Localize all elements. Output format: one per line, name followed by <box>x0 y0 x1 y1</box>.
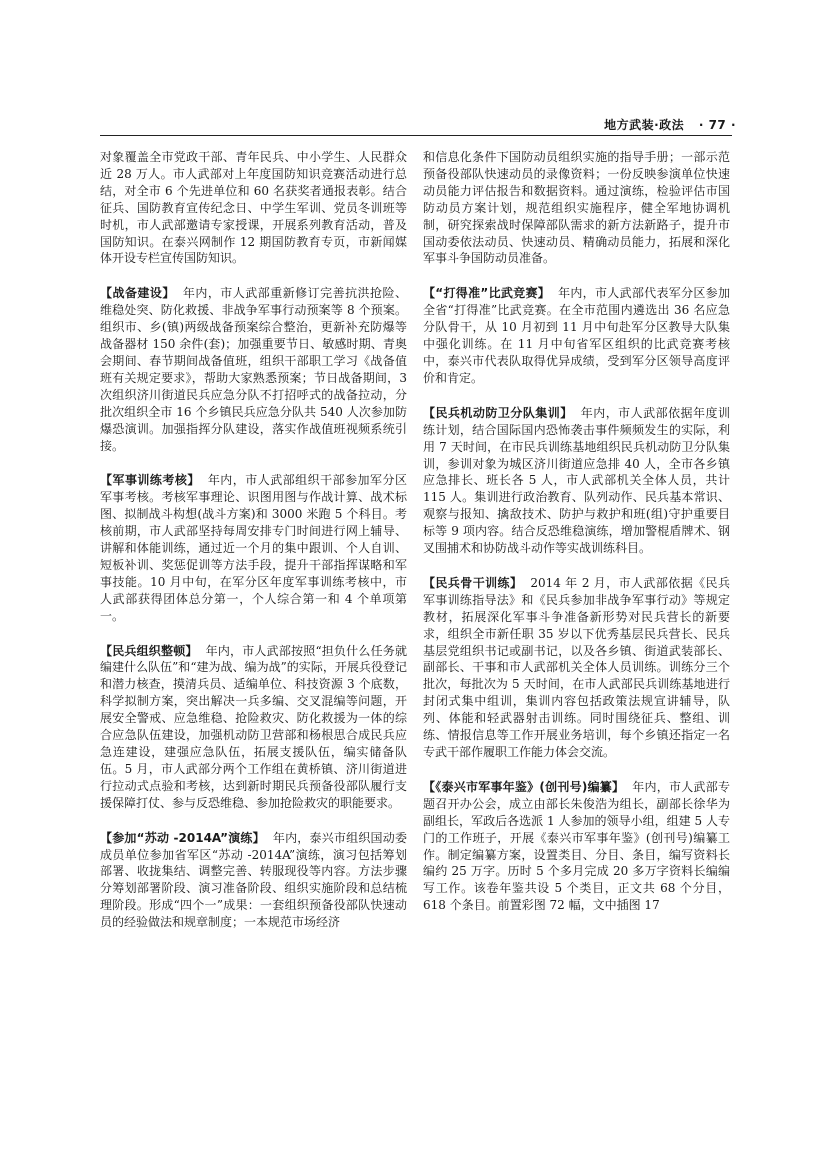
paragraph-body: 年内，市人武部依据年度训练计划，结合国际国内恐怖袭击事件频频发生的实际，利用 7 天时间，在市民兵训练基地组织民兵机动防卫分队集训，参训对象为城区济川街道应急排 40 人，全市各乡镇应急排长、班长各 5 人，市人武部机关全体人员，共计 115 人。集训进行政治教育、队列动作、民兵基本常识、观察与报知、擒敌技术、防护与救护和班(组)守护重要目标等 9 项内容。结合反恐维稳演练，增加警棍盾牌术、钢叉围捕术和协防战斗动作等实战训练科目。 <box>423 405 730 556</box>
paragraph-body: 年内，市人武部代表军分区参加全省“打得准”比武竞赛。在全市范围内遴选出 36 名应急分队骨干，从 10 月初到 11 月中旬赴军分区教导大队集中强化训练。在 11 月中旬省军区组织的比武竞赛考核中，泰兴市代表队取得优异成绩，受到军分区领导高度评价和肯定。 <box>423 286 730 385</box>
paragraph-body: 2014 年 2 月，市人武部依据《民兵军事训练指导法》和《民兵参加非战争军事行动》等规定教材，拓展深化军事斗争准备新形势对民兵营长的新要求，组织全市新任职 35 岁以下优秀基层民兵营长、民兵基层党组织书记或副书记，以及各乡镇、街道武装部长、副部长、干事和市人武部机关全体人员训练。训练分三个批次，每批次为 5 天时间，在市人武部民兵训练基地进行封闭式集中组训，集训内容包括政策法规宣讲辅导，队列、体能和轻武器射击训练。同时围绕征兵、整组、训练、情报信息等工作开展业务培训，每个乡镇还指定一名专武干部作履职工作能力体会交流。 <box>423 575 730 759</box>
running-header <box>0 113 826 137</box>
paragraph-body: 年内，市人武部重新修订完善抗洪抢险、维稳处突、防化救援、非战争军事行动预案等 8 个预案。组织市、乡(镇)两级战备预案综合整治，更新补充防爆等战备器材 150 余件(套)；加强重要节日、敏感时期、青奥会期间、春节期间战备值班，组织干部职工学习《战备值班有关规定要求》，帮助大家熟悉预案；节日战备期间，3 次组织济川街道民兵应急分队不打招呼式的战备拉动，分批次组织全市 16 个乡镇民兵应急分队共 540 人次参加防爆恐演训。加强指挥分队建设，落实作战值班视频系统引接。 <box>100 286 407 453</box>
section-heading: 【“打得准”比武竞赛】 <box>423 286 551 301</box>
section-heading: 【军事训练考核】 <box>100 473 200 488</box>
section-heading: 【民兵组织整顿】 <box>100 643 198 658</box>
article-paragraph <box>100 830 407 931</box>
left-column <box>100 149 407 1149</box>
article-paragraph <box>100 285 407 454</box>
paragraph-body: 年内，市人武部专题召开办公会，成立由部长朱俊浩为组长，副部长徐华为副组长，军政后各选派 1 人参加的领导小组，组建 5 人专门的工作班子，开展《泰兴市军事年鉴》(创刊号)编纂工作。制定编纂方案，设置类目、分目、条目，编写资料长编约 25 万字。历时 5 个多月完成 20 多万字资料长编编写工作。该卷年鉴共设 5 个类目，正文共 68 个分目，618 个条目。前置彩图 72 幅，文中插图 17 <box>423 779 730 913</box>
page-number: · 77 · <box>698 118 736 132</box>
header-text <box>604 116 736 133</box>
section-heading: 【战备建设】 <box>100 286 175 301</box>
article-paragraph <box>423 575 730 761</box>
paragraph-body: 年内，市人武部组织干部参加军分区军事考核。考核军事理论、识图用图与作战计算、战术标图、拟制战斗构想(战斗方案)和 3000 米跑 5 个科目。考核前期，市人武部坚持每周安排专门时间进行网上辅导、讲解和体能训练，通过近一个月的集中跟训、个人自训、短板补训、奖惩促训等方法手段，提升干部指挥谋略和军事技能。10 月中旬，在军分区年度军事训练考核中，市人武部获得团体总分第一，个人综合第一和 4 个单项第一。 <box>100 473 407 623</box>
right-column <box>423 149 730 1149</box>
article-paragraph <box>423 149 730 267</box>
section-heading: 【民兵机动防卫分队集训】 <box>423 405 573 420</box>
section-heading: 【《泰兴市军事年鉴》(创刊号)编纂】 <box>423 779 625 794</box>
article-paragraph <box>100 472 407 624</box>
article-paragraph <box>423 405 730 557</box>
section-heading: 【参加“苏动 -2014A”演练】 <box>100 830 265 845</box>
paragraph-body: 对象覆盖全市党政干部、青年民兵、中小学生、人民群众近 28 万人。市人武部对上年度国防知识竞赛活动进行总结，对全市 6 个先进单位和 60 名获奖者通报表彰。结合征兵、国防教育宣传纪念日、中学生军训、党员冬训班等时机，市人武部邀请专家授课，开展系列教育活动，普及国防知识。在泰兴网制作 12 期国防教育专页，市新闻媒体开设专栏宣传国防知识。 <box>100 150 407 266</box>
header-rule <box>100 135 732 136</box>
paragraph-body: 和信息化条件下国防动员组织实施的指导手册；一部示范预备役部队快速动员的录像资料；一份反映参演单位快速动员能力评估报告和数据资料。通过演练，检验评估市国防动员方案计划，规范组织实施程序，健全军地协调机制，研究探索战时保障部队需求的新方法新路子，提升市国动委依法动员、快速动员、精确动员能力，拓展和深化军事斗争国防动员准备。 <box>423 150 730 266</box>
article-paragraph <box>423 285 730 386</box>
paragraph-body: 年内，市人武部按照“担负什么任务就编建什么队伍”和“建为战、编为战”的实际，开展兵役登记和潜力核查，摸清兵员、适编单位、科技资源 3 个底数，科学拟制方案，突出解决一兵多编、交叉混编等问题，开展安全警戒、应急维稳、抢险救灾、防化救援为一体的综合应急队伍建设，加强机动防卫营部和杨根思合成民兵应急连建设，建强应急队伍，拓展支援队伍，编实储备队伍。5 月，市人武部分两个工作组在黄桥镇、济川街道进行拉动式点验和考核，达到新时期民兵预备役部队履行支援保障打仗、参与反恐维稳、参加抢险救灾的职能要求。 <box>100 643 407 810</box>
article-paragraph <box>423 779 730 914</box>
article-paragraph <box>100 149 407 267</box>
section-title: 地方武装·政法 <box>604 118 685 132</box>
article-paragraph <box>100 643 407 812</box>
paragraph-body: 年内，泰兴市组织国动委成员单位参加省军区“苏动 -2014A”演练，演习包括筹划部署、收拢集结、调整完善、转服现役等内容。方法步骤分筹划部署阶段、演习准备阶段、组织实施阶段和总结梳理阶段。形成“四个一”成果：一套组织预备役部队快速动员的经验做法和规章制度；一本规范市场经济 <box>100 830 407 930</box>
section-heading: 【民兵骨干训练】 <box>423 575 523 590</box>
